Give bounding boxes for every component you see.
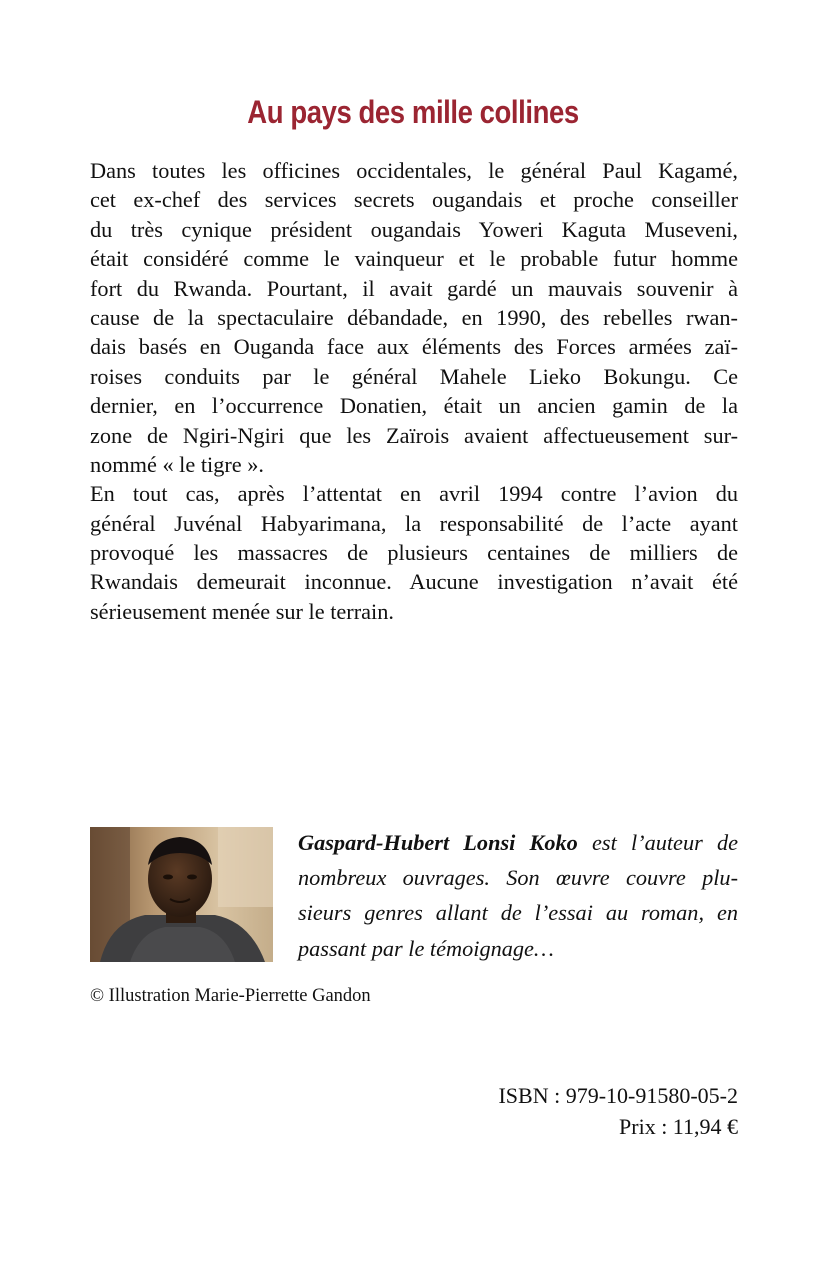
author-name: Gaspard-Hubert Lonsi Koko	[298, 830, 578, 855]
author-bio	[298, 825, 738, 966]
bio-line: sieurs genres allant de l’essai au roman, en	[298, 900, 738, 926]
bio-line	[298, 825, 738, 860]
book-title: Au pays des mille collines	[247, 94, 579, 130]
blurb-line: cet ex-chef des services secrets ougandais et proche conseiller	[90, 187, 738, 213]
blurb-line: cause de la spectaculaire débandade, en 1990, des rebelles rwan-	[90, 304, 738, 330]
isbn-price-block	[498, 1080, 738, 1142]
blurb-line: provoqué les massacres de plusieurs centaines de milliers de	[90, 540, 738, 566]
isbn: ISBN : 979-10-91580-05-2	[498, 1083, 738, 1108]
bio-line: passant par le témoignage…	[298, 935, 554, 961]
back-cover-blurb	[90, 156, 738, 626]
blurb-line: En tout cas, après l’attentat en avril 1994 contre l’avion du	[90, 481, 738, 507]
blurb-line: Dans toutes les officines occidentales, le général Paul Kagamé,	[90, 158, 738, 183]
blurb-line: était considéré comme le vainqueur et le probable futur homme	[90, 246, 738, 272]
blurb-line: zone de Ngiri-Ngiri que les Zaïrois avaient affectueusement sur-	[90, 422, 738, 448]
blurb-line: Rwandais demeurait inconnue. Aucune investigation n’avait été	[90, 569, 738, 595]
author-photo	[90, 827, 273, 962]
blurb-line: nommé « le tigre ».	[90, 451, 264, 477]
bio-line: nombreux ouvrages. Son œuvre couvre plu-	[298, 865, 738, 891]
blurb-line: sérieusement menée sur le terrain.	[90, 598, 394, 624]
illustration-credit: © Illustration Marie-Pierrette Gandon	[90, 986, 371, 1006]
blurb-line: fort du Rwanda. Pourtant, il avait gardé un mauvais souvenir à	[90, 275, 738, 301]
blurb-line: dernier, en l’occurrence Donatien, était un ancien gamin de la	[90, 393, 738, 419]
blurb-line: du très cynique président ougandais Yoweri Kaguta Museveni,	[90, 216, 738, 242]
blurb-line: général Juvénal Habyarimana, la responsabilité de l’acte ayant	[90, 510, 738, 536]
price: Prix : 11,94 €	[619, 1114, 738, 1139]
blurb-line: roises conduits par le général Mahele Lieko Bokungu. Ce	[90, 363, 738, 389]
blurb-line: dais basés en Ouganda face aux éléments des Forces armées zaï-	[90, 334, 738, 360]
bio-text: est l’auteur de	[577, 830, 738, 855]
